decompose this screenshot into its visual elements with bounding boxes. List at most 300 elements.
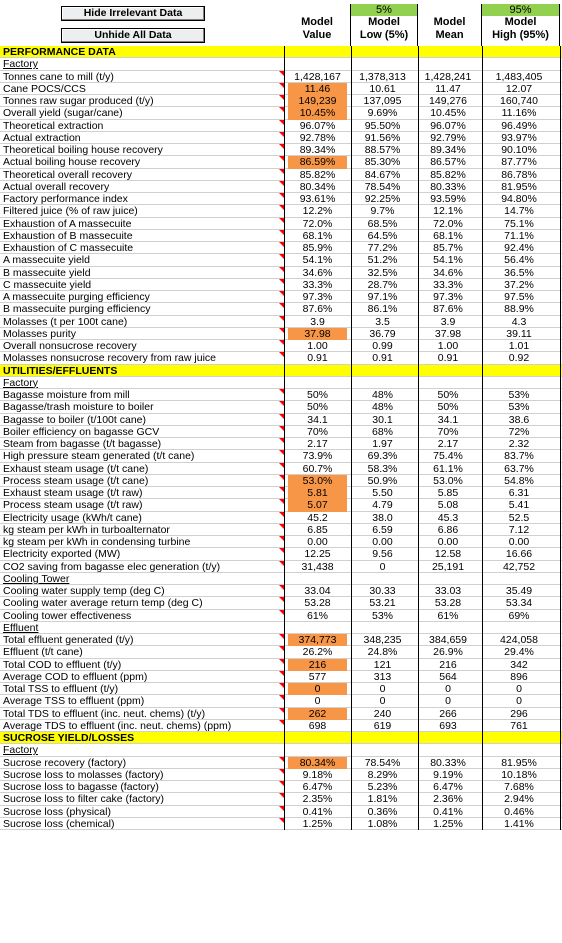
model-low-cell[interactable]: 86.1% xyxy=(367,303,398,316)
model-high-cell[interactable]: 296 xyxy=(510,707,528,720)
table-row xyxy=(0,291,562,303)
model-value-cell[interactable]: 80.34% xyxy=(299,180,336,193)
model-high-cell[interactable]: 36.5% xyxy=(504,266,534,279)
row-label: UTILITIES/EFFLUENTS xyxy=(3,364,118,377)
model-mean-cell[interactable]: 97.3% xyxy=(433,291,463,303)
model-high-cell[interactable]: 56.4% xyxy=(504,254,534,267)
model-value-cell[interactable]: 34.1 xyxy=(307,413,328,426)
model-mean-cell[interactable]: 61% xyxy=(437,609,459,622)
model-low-cell[interactable]: 0 xyxy=(379,683,386,695)
table-row xyxy=(0,793,562,805)
model-low-cell[interactable]: 1.97 xyxy=(372,438,393,450)
model-low-cell[interactable]: 77.2% xyxy=(367,242,398,254)
row-label: Average TSS to effluent (ppm) xyxy=(3,695,145,708)
table-row xyxy=(0,169,562,181)
model-high-cell[interactable]: 160,740 xyxy=(500,95,538,107)
header-model-mean xyxy=(418,4,482,46)
model-value-cell[interactable]: 9.18% xyxy=(302,768,333,781)
column-divider xyxy=(351,46,352,830)
hide-irrelevant-data-button[interactable]: Hide Irrelevant Data xyxy=(61,6,205,21)
model-value-cell[interactable]: 54.1% xyxy=(302,254,333,267)
model-low-cell[interactable]: 8.29% xyxy=(367,768,398,781)
model-value-cell[interactable]: 50% xyxy=(306,389,328,401)
model-low-cell[interactable]: 38.0 xyxy=(372,511,393,524)
table-row xyxy=(0,548,562,560)
model-value-cell[interactable]: 0.91 xyxy=(307,352,328,365)
subsection-header xyxy=(0,744,562,756)
section-header xyxy=(0,365,562,377)
table-row xyxy=(0,144,562,156)
model-low-cell[interactable]: 0 xyxy=(379,695,386,708)
model-mean-cell[interactable]: 266 xyxy=(439,707,457,720)
row-label: Tonnes cane to mill (t/y) xyxy=(3,70,114,83)
model-mean-cell[interactable]: 3.9 xyxy=(440,315,456,328)
model-mean-cell[interactable]: 33.3% xyxy=(433,278,463,291)
model-low-cell[interactable]: 0.99 xyxy=(372,340,393,352)
row-label: Exhaustion of C massecuite xyxy=(3,242,134,254)
model-value-cell[interactable]: 73.9% xyxy=(302,450,333,463)
model-high-cell[interactable]: 71.1% xyxy=(504,229,534,242)
model-high-cell[interactable]: 53% xyxy=(508,401,530,414)
header-low-line2: Low (5%) xyxy=(359,29,409,41)
model-value-cell[interactable]: 80.34% xyxy=(288,757,347,769)
model-value-cell[interactable]: 149,239 xyxy=(288,95,347,107)
model-mean-cell[interactable]: 1,428,241 xyxy=(424,70,472,83)
model-high-cell[interactable]: 87.77% xyxy=(501,156,537,169)
model-mean-cell[interactable]: 5.08 xyxy=(437,499,459,512)
model-mean-cell[interactable]: 26.9% xyxy=(433,646,463,659)
model-high-cell[interactable]: 0.92 xyxy=(508,352,530,365)
row-label: Bagasse to boiler (t/100t cane) xyxy=(3,413,147,426)
model-low-cell[interactable]: 0 xyxy=(379,560,386,573)
model-high-cell[interactable]: 0.46% xyxy=(504,805,534,818)
model-mean-cell[interactable]: 85.82% xyxy=(430,168,466,181)
row-label: Cooling water average return temp (deg C) xyxy=(3,597,203,610)
model-low-cell[interactable]: 88.57% xyxy=(364,144,401,156)
model-mean-cell[interactable]: 12.58 xyxy=(434,548,462,561)
model-high-cell[interactable]: 88.9% xyxy=(504,303,534,316)
model-high-cell[interactable]: 16.66 xyxy=(505,548,533,561)
model-low-cell[interactable]: 91.56% xyxy=(364,131,401,144)
model-low-cell[interactable]: 1.08% xyxy=(367,817,398,830)
model-mean-cell[interactable]: 68.1% xyxy=(433,229,463,242)
table-row xyxy=(0,524,562,536)
model-low-cell[interactable]: 28.7% xyxy=(367,278,398,291)
model-value-cell[interactable]: 50% xyxy=(306,401,328,414)
model-low-cell[interactable]: 6.59 xyxy=(372,523,393,536)
row-label: Exhaustion of A massecuite xyxy=(3,217,132,230)
model-high-cell[interactable]: 90.10% xyxy=(501,144,537,156)
model-low-cell[interactable]: 3.5 xyxy=(375,315,390,328)
row-label: Effluent xyxy=(3,621,39,634)
model-mean-cell[interactable]: 2.36% xyxy=(433,793,463,806)
model-high-cell[interactable]: 35.49 xyxy=(505,585,533,597)
model-mean-cell[interactable]: 50% xyxy=(437,401,459,414)
model-high-cell[interactable]: 53.34 xyxy=(505,597,533,610)
table-row xyxy=(0,683,562,695)
model-high-cell[interactable]: 0.00 xyxy=(508,536,530,548)
model-mean-cell[interactable]: 216 xyxy=(439,658,457,671)
model-mean-cell[interactable]: 693 xyxy=(439,719,457,732)
model-mean-cell[interactable]: 0 xyxy=(445,695,451,708)
model-high-cell[interactable]: 6.31 xyxy=(508,487,530,499)
model-value-cell[interactable]: 45.2 xyxy=(307,511,328,524)
model-low-cell[interactable]: 1.81% xyxy=(367,793,398,806)
model-low-cell[interactable]: 10.61 xyxy=(369,82,396,95)
model-mean-cell[interactable]: 10.45% xyxy=(430,107,466,120)
model-mean-cell[interactable]: 80.33% xyxy=(430,180,466,193)
model-low-cell[interactable]: 240 xyxy=(373,707,392,720)
model-value-cell[interactable]: 53.28 xyxy=(304,597,331,610)
model-low-cell[interactable]: 53.21 xyxy=(369,597,396,610)
model-value-cell[interactable]: 72.0% xyxy=(302,217,333,230)
subsection-header xyxy=(0,622,562,634)
table-row xyxy=(0,781,562,793)
model-value-cell[interactable]: 3.9 xyxy=(310,315,325,328)
model-low-cell[interactable]: 58.3% xyxy=(367,462,398,475)
model-value-cell[interactable]: 70% xyxy=(306,425,328,438)
model-high-cell[interactable]: 69% xyxy=(508,609,530,622)
model-mean-cell[interactable]: 89.34% xyxy=(430,144,466,156)
table-row xyxy=(0,818,562,830)
model-high-cell[interactable]: 96.49% xyxy=(501,119,537,132)
model-low-cell[interactable]: 30.1 xyxy=(372,413,393,426)
model-mean-cell[interactable]: 96.07% xyxy=(430,119,466,132)
model-high-cell[interactable]: 94.80% xyxy=(501,193,537,205)
model-high-cell[interactable]: 5.41 xyxy=(508,499,530,512)
model-value-cell[interactable]: 5.81 xyxy=(288,487,347,499)
table-row xyxy=(0,720,562,732)
row-label: Sucrose loss (chemical) xyxy=(3,817,115,830)
table-row xyxy=(0,450,562,462)
model-value-cell[interactable]: 2.17 xyxy=(307,438,328,450)
model-mean-cell[interactable]: 11.47 xyxy=(435,82,461,95)
model-high-cell[interactable]: 0 xyxy=(516,695,522,708)
model-mean-cell[interactable]: 384,659 xyxy=(429,634,467,646)
model-low-cell[interactable]: 313 xyxy=(373,670,392,683)
header-mean-line1: Model xyxy=(433,16,466,28)
model-high-cell[interactable]: 86.78% xyxy=(501,168,537,181)
model-mean-cell[interactable]: 0.41% xyxy=(433,805,463,818)
model-value-cell[interactable]: 85.82% xyxy=(299,168,336,181)
model-low-cell[interactable]: 619 xyxy=(373,719,392,732)
model-low-cell[interactable]: 78.54% xyxy=(364,180,401,193)
model-value-cell[interactable]: 33.04 xyxy=(304,585,331,597)
row-label: Exhaustion of B massecuite xyxy=(3,229,133,242)
model-high-cell[interactable]: 0 xyxy=(516,683,522,695)
row-label: Molasses (t per 100t cane) xyxy=(3,315,128,328)
model-high-cell[interactable]: 92.4% xyxy=(504,242,534,254)
model-mean-cell[interactable]: 12.1% xyxy=(433,205,463,218)
row-label: Cooling tower effectiveness xyxy=(3,609,132,622)
model-low-cell[interactable]: 68% xyxy=(371,425,393,438)
model-mean-cell[interactable]: 45.3 xyxy=(437,511,459,524)
model-high-cell[interactable]: 4.3 xyxy=(511,315,527,328)
model-mean-cell[interactable]: 0 xyxy=(445,683,451,695)
table-row xyxy=(0,120,562,132)
model-mean-cell[interactable]: 5.85 xyxy=(437,487,459,499)
table-row xyxy=(0,806,562,818)
row-label: Total TDS to effluent (inc. neut. chems) (t/y) xyxy=(3,707,206,720)
model-value-cell[interactable]: 698 xyxy=(308,719,327,732)
model-high-cell[interactable]: 424,058 xyxy=(500,634,538,646)
model-low-cell[interactable]: 9.69% xyxy=(367,107,398,120)
row-label: Sucrose loss to filter cake (factory) xyxy=(3,793,165,806)
model-value-cell[interactable]: 53.0% xyxy=(288,475,347,487)
row-label: High pressure steam generated (t/t cane) xyxy=(3,450,195,463)
model-value-cell[interactable]: 1,428,167 xyxy=(294,70,341,83)
table-row xyxy=(0,646,562,658)
model-mean-cell[interactable]: 1.00 xyxy=(437,340,459,352)
model-mean-cell[interactable]: 53.28 xyxy=(434,597,462,610)
model-high-cell[interactable]: 54.8% xyxy=(504,474,534,487)
table-row xyxy=(0,303,562,315)
model-low-cell[interactable]: 85.30% xyxy=(364,156,401,169)
model-value-cell[interactable]: 12.2% xyxy=(302,205,333,218)
table-row xyxy=(0,499,562,511)
model-low-cell[interactable]: 0.36% xyxy=(367,805,398,818)
model-mean-cell[interactable]: 9.19% xyxy=(433,768,463,781)
model-value-cell[interactable]: 2.35% xyxy=(302,793,333,806)
model-value-cell[interactable]: 34.6% xyxy=(302,266,333,279)
model-high-cell[interactable]: 1,483,405 xyxy=(495,70,543,83)
model-mean-cell[interactable]: 85.7% xyxy=(433,242,463,254)
model-value-cell[interactable]: 577 xyxy=(308,670,327,683)
table-row xyxy=(0,769,562,781)
model-mean-cell[interactable]: 33.03 xyxy=(434,585,462,597)
model-value-cell[interactable]: 92.78% xyxy=(299,131,336,144)
model-high-cell[interactable]: 10.18% xyxy=(501,768,537,781)
model-high-cell[interactable]: 2.32 xyxy=(508,438,530,450)
model-high-cell[interactable]: 2.94% xyxy=(504,793,534,806)
section-header xyxy=(0,46,562,58)
model-mean-cell[interactable]: 70% xyxy=(437,425,459,438)
model-value-cell[interactable]: 37.98 xyxy=(288,328,347,340)
model-low-cell[interactable]: 9.56 xyxy=(372,548,393,561)
model-low-cell[interactable]: 5.50 xyxy=(372,487,393,499)
model-high-cell[interactable]: 72% xyxy=(508,425,530,438)
model-mean-cell[interactable]: 80.33% xyxy=(430,756,466,769)
table-row xyxy=(0,328,562,340)
row-label: Theoretical overall recovery xyxy=(3,168,132,181)
model-value-cell[interactable]: 26.2% xyxy=(302,646,333,659)
model-low-cell[interactable]: 48% xyxy=(371,389,393,401)
row-label: Molasses nonsucrose recovery from raw juice xyxy=(3,352,216,365)
model-high-cell[interactable]: 37.2% xyxy=(504,278,534,291)
table-row xyxy=(0,757,562,769)
model-high-cell[interactable]: 11.16% xyxy=(501,107,537,120)
model-mean-cell[interactable]: 72.0% xyxy=(433,217,463,230)
model-high-cell[interactable]: 97.5% xyxy=(504,291,534,303)
model-low-cell[interactable]: 0.91 xyxy=(372,352,393,365)
model-value-cell[interactable]: 87.6% xyxy=(302,303,333,316)
row-label: Exhaust steam usage (t/t raw) xyxy=(3,487,143,499)
model-value-cell[interactable]: 10.45% xyxy=(288,107,347,119)
model-value-cell[interactable]: 12.25 xyxy=(304,548,331,561)
model-value-cell[interactable]: 68.1% xyxy=(302,229,333,242)
model-high-cell[interactable]: 38.6 xyxy=(508,413,530,426)
model-mean-cell[interactable]: 53.0% xyxy=(433,474,463,487)
model-high-cell[interactable]: 14.7% xyxy=(504,205,534,218)
model-high-cell[interactable]: 81.95% xyxy=(501,180,537,193)
model-high-cell[interactable]: 93.97% xyxy=(501,131,537,144)
model-high-cell[interactable]: 83.7% xyxy=(504,450,534,463)
model-mean-cell[interactable]: 50% xyxy=(437,389,459,401)
model-high-cell[interactable]: 81.95% xyxy=(501,756,537,769)
model-mean-cell[interactable]: 0.91 xyxy=(437,352,459,365)
model-high-cell[interactable]: 7.12 xyxy=(508,523,530,536)
model-value-cell[interactable]: 6.85 xyxy=(307,523,328,536)
table-row xyxy=(0,536,562,548)
model-low-cell[interactable]: 1,378,313 xyxy=(359,70,406,83)
model-high-cell[interactable]: 1.01 xyxy=(508,340,530,352)
model-low-cell[interactable]: 48% xyxy=(371,401,393,414)
model-mean-cell[interactable]: 564 xyxy=(439,670,457,683)
table-row xyxy=(0,95,562,107)
row-label: Factory xyxy=(3,58,39,71)
row-label: kg steam per kWh in condensing turbine xyxy=(3,536,191,548)
model-value-cell[interactable]: 31,438 xyxy=(301,560,334,573)
table-row xyxy=(0,671,562,683)
model-low-cell[interactable]: 36.79 xyxy=(369,327,396,340)
model-mean-cell[interactable]: 34.6% xyxy=(433,266,463,279)
model-mean-cell[interactable]: 0.00 xyxy=(437,536,459,548)
table-row xyxy=(0,218,562,230)
model-high-cell[interactable]: 29.4% xyxy=(504,646,534,659)
table-row xyxy=(0,610,562,622)
model-high-cell[interactable]: 42,752 xyxy=(502,560,536,573)
model-mean-cell[interactable]: 37.98 xyxy=(434,327,462,340)
row-label: PERFORMANCE DATA xyxy=(3,46,116,58)
model-value-cell[interactable]: 216 xyxy=(288,659,347,671)
model-mean-cell[interactable]: 34.1 xyxy=(437,413,459,426)
row-label: Boiler efficiency on bagasse GCV xyxy=(3,425,160,438)
model-low-cell[interactable]: 50.9% xyxy=(367,474,398,487)
model-value-cell[interactable]: 93.61% xyxy=(299,193,336,205)
model-low-cell[interactable]: 51.2% xyxy=(367,254,398,267)
model-high-cell[interactable]: 63.7% xyxy=(504,462,534,475)
model-mean-cell[interactable]: 93.59% xyxy=(430,193,466,205)
row-label: C massecuite yield xyxy=(3,278,92,291)
model-low-cell[interactable]: 97.1% xyxy=(367,291,398,303)
model-value-cell[interactable]: 1.00 xyxy=(307,340,328,352)
model-value-cell[interactable]: 0 xyxy=(314,695,321,708)
model-value-cell[interactable]: 96.07% xyxy=(299,119,336,132)
row-label: Sucrose recovery (factory) xyxy=(3,756,127,769)
model-low-cell[interactable]: 121 xyxy=(373,658,392,671)
table-row xyxy=(0,487,562,499)
model-mean-cell[interactable]: 61.1% xyxy=(433,462,463,475)
model-low-cell[interactable]: 24.8% xyxy=(367,646,398,659)
table-row xyxy=(0,463,562,475)
model-mean-cell[interactable]: 92.79% xyxy=(430,131,466,144)
model-value-cell[interactable]: 97.3% xyxy=(302,291,333,303)
model-high-cell[interactable]: 53% xyxy=(508,389,530,401)
model-high-cell[interactable]: 75.1% xyxy=(504,217,534,230)
model-value-cell[interactable]: 86.59% xyxy=(288,156,347,168)
model-value-cell[interactable]: 0.41% xyxy=(302,805,333,818)
model-mean-cell[interactable]: 75.4% xyxy=(433,450,463,463)
model-value-cell[interactable]: 374,773 xyxy=(288,634,347,646)
model-mean-cell[interactable]: 2.17 xyxy=(437,438,459,450)
model-value-cell[interactable]: 11.46 xyxy=(288,83,347,95)
model-value-cell[interactable]: 5.07 xyxy=(288,499,347,511)
model-low-cell[interactable]: 95.50% xyxy=(364,119,401,132)
table-row xyxy=(0,205,562,217)
table-row xyxy=(0,708,562,720)
model-high-cell[interactable]: 7.68% xyxy=(504,781,534,793)
row-label: B massecuite purging efficiency xyxy=(3,303,151,316)
model-mean-cell[interactable]: 1.25% xyxy=(433,817,463,830)
model-low-cell[interactable]: 64.5% xyxy=(367,229,398,242)
row-label: CO2 saving from bagasse elec generation (t/y) xyxy=(3,560,221,573)
model-value-cell[interactable]: 85.9% xyxy=(302,242,333,254)
unhide-all-data-button[interactable]: Unhide All Data xyxy=(61,28,205,43)
model-low-cell[interactable]: 92.25% xyxy=(364,193,401,205)
model-low-cell[interactable]: 32.5% xyxy=(367,266,398,279)
model-high-cell[interactable]: 761 xyxy=(510,719,528,732)
model-value-cell[interactable]: 60.7% xyxy=(302,462,333,475)
model-low-cell[interactable]: 4.79 xyxy=(372,499,393,512)
model-value-cell[interactable]: 89.34% xyxy=(299,144,336,156)
model-low-cell[interactable]: 84.67% xyxy=(364,168,401,181)
model-mean-cell[interactable]: 54.1% xyxy=(433,254,463,267)
model-low-cell[interactable]: 68.5% xyxy=(367,217,398,230)
model-mean-cell[interactable]: 6.86 xyxy=(437,523,459,536)
model-low-cell[interactable]: 78.54% xyxy=(364,756,401,769)
model-low-cell[interactable]: 5.23% xyxy=(367,781,398,793)
model-low-cell[interactable]: 69.3% xyxy=(367,450,398,463)
row-label: Tonnes raw sugar produced (t/y) xyxy=(3,95,154,107)
model-high-cell[interactable]: 1.41% xyxy=(504,817,534,830)
header-model-value xyxy=(284,4,351,46)
model-value-cell[interactable]: 0 xyxy=(288,683,347,695)
model-mean-cell[interactable]: 6.47% xyxy=(433,781,463,793)
table-row xyxy=(0,401,562,413)
model-high-cell[interactable]: 12.07 xyxy=(505,82,533,95)
model-mean-cell[interactable]: 25,191 xyxy=(431,560,465,573)
table-row xyxy=(0,132,562,144)
table-row xyxy=(0,438,562,450)
model-value-cell[interactable]: 1.25% xyxy=(302,817,333,830)
model-value-cell[interactable]: 0.00 xyxy=(307,536,328,548)
model-low-cell[interactable]: 30.33 xyxy=(369,585,396,597)
model-high-cell[interactable]: 342 xyxy=(510,658,528,671)
model-low-cell[interactable]: 53% xyxy=(371,609,393,622)
data-table xyxy=(0,46,562,830)
model-value-cell[interactable]: 262 xyxy=(288,708,347,720)
subsection-header xyxy=(0,58,562,70)
model-high-cell[interactable]: 52.5 xyxy=(508,511,530,524)
model-high-cell[interactable]: 39.11 xyxy=(506,327,532,340)
model-mean-cell[interactable]: 149,276 xyxy=(429,95,467,107)
header-low-line1: Model xyxy=(368,16,400,28)
row-label: Electricity usage (kWh/t cane) xyxy=(3,511,142,524)
model-low-cell[interactable]: 348,235 xyxy=(363,634,402,646)
model-value-cell[interactable]: 6.47% xyxy=(302,781,333,793)
header-high-line2: High (95%) xyxy=(492,29,549,41)
model-mean-cell[interactable]: 87.6% xyxy=(433,303,463,316)
model-low-cell[interactable]: 137,095 xyxy=(363,95,402,107)
model-value-cell[interactable]: 61% xyxy=(306,609,328,622)
model-mean-cell[interactable]: 86.57% xyxy=(430,156,466,169)
model-high-cell[interactable]: 896 xyxy=(510,670,528,683)
model-low-cell[interactable]: 9.7% xyxy=(370,205,395,218)
row-label: B massecuite yield xyxy=(3,266,91,279)
model-value-cell[interactable]: 33.3% xyxy=(302,278,333,291)
table-row xyxy=(0,597,562,609)
model-low-cell[interactable]: 0.00 xyxy=(372,536,393,548)
